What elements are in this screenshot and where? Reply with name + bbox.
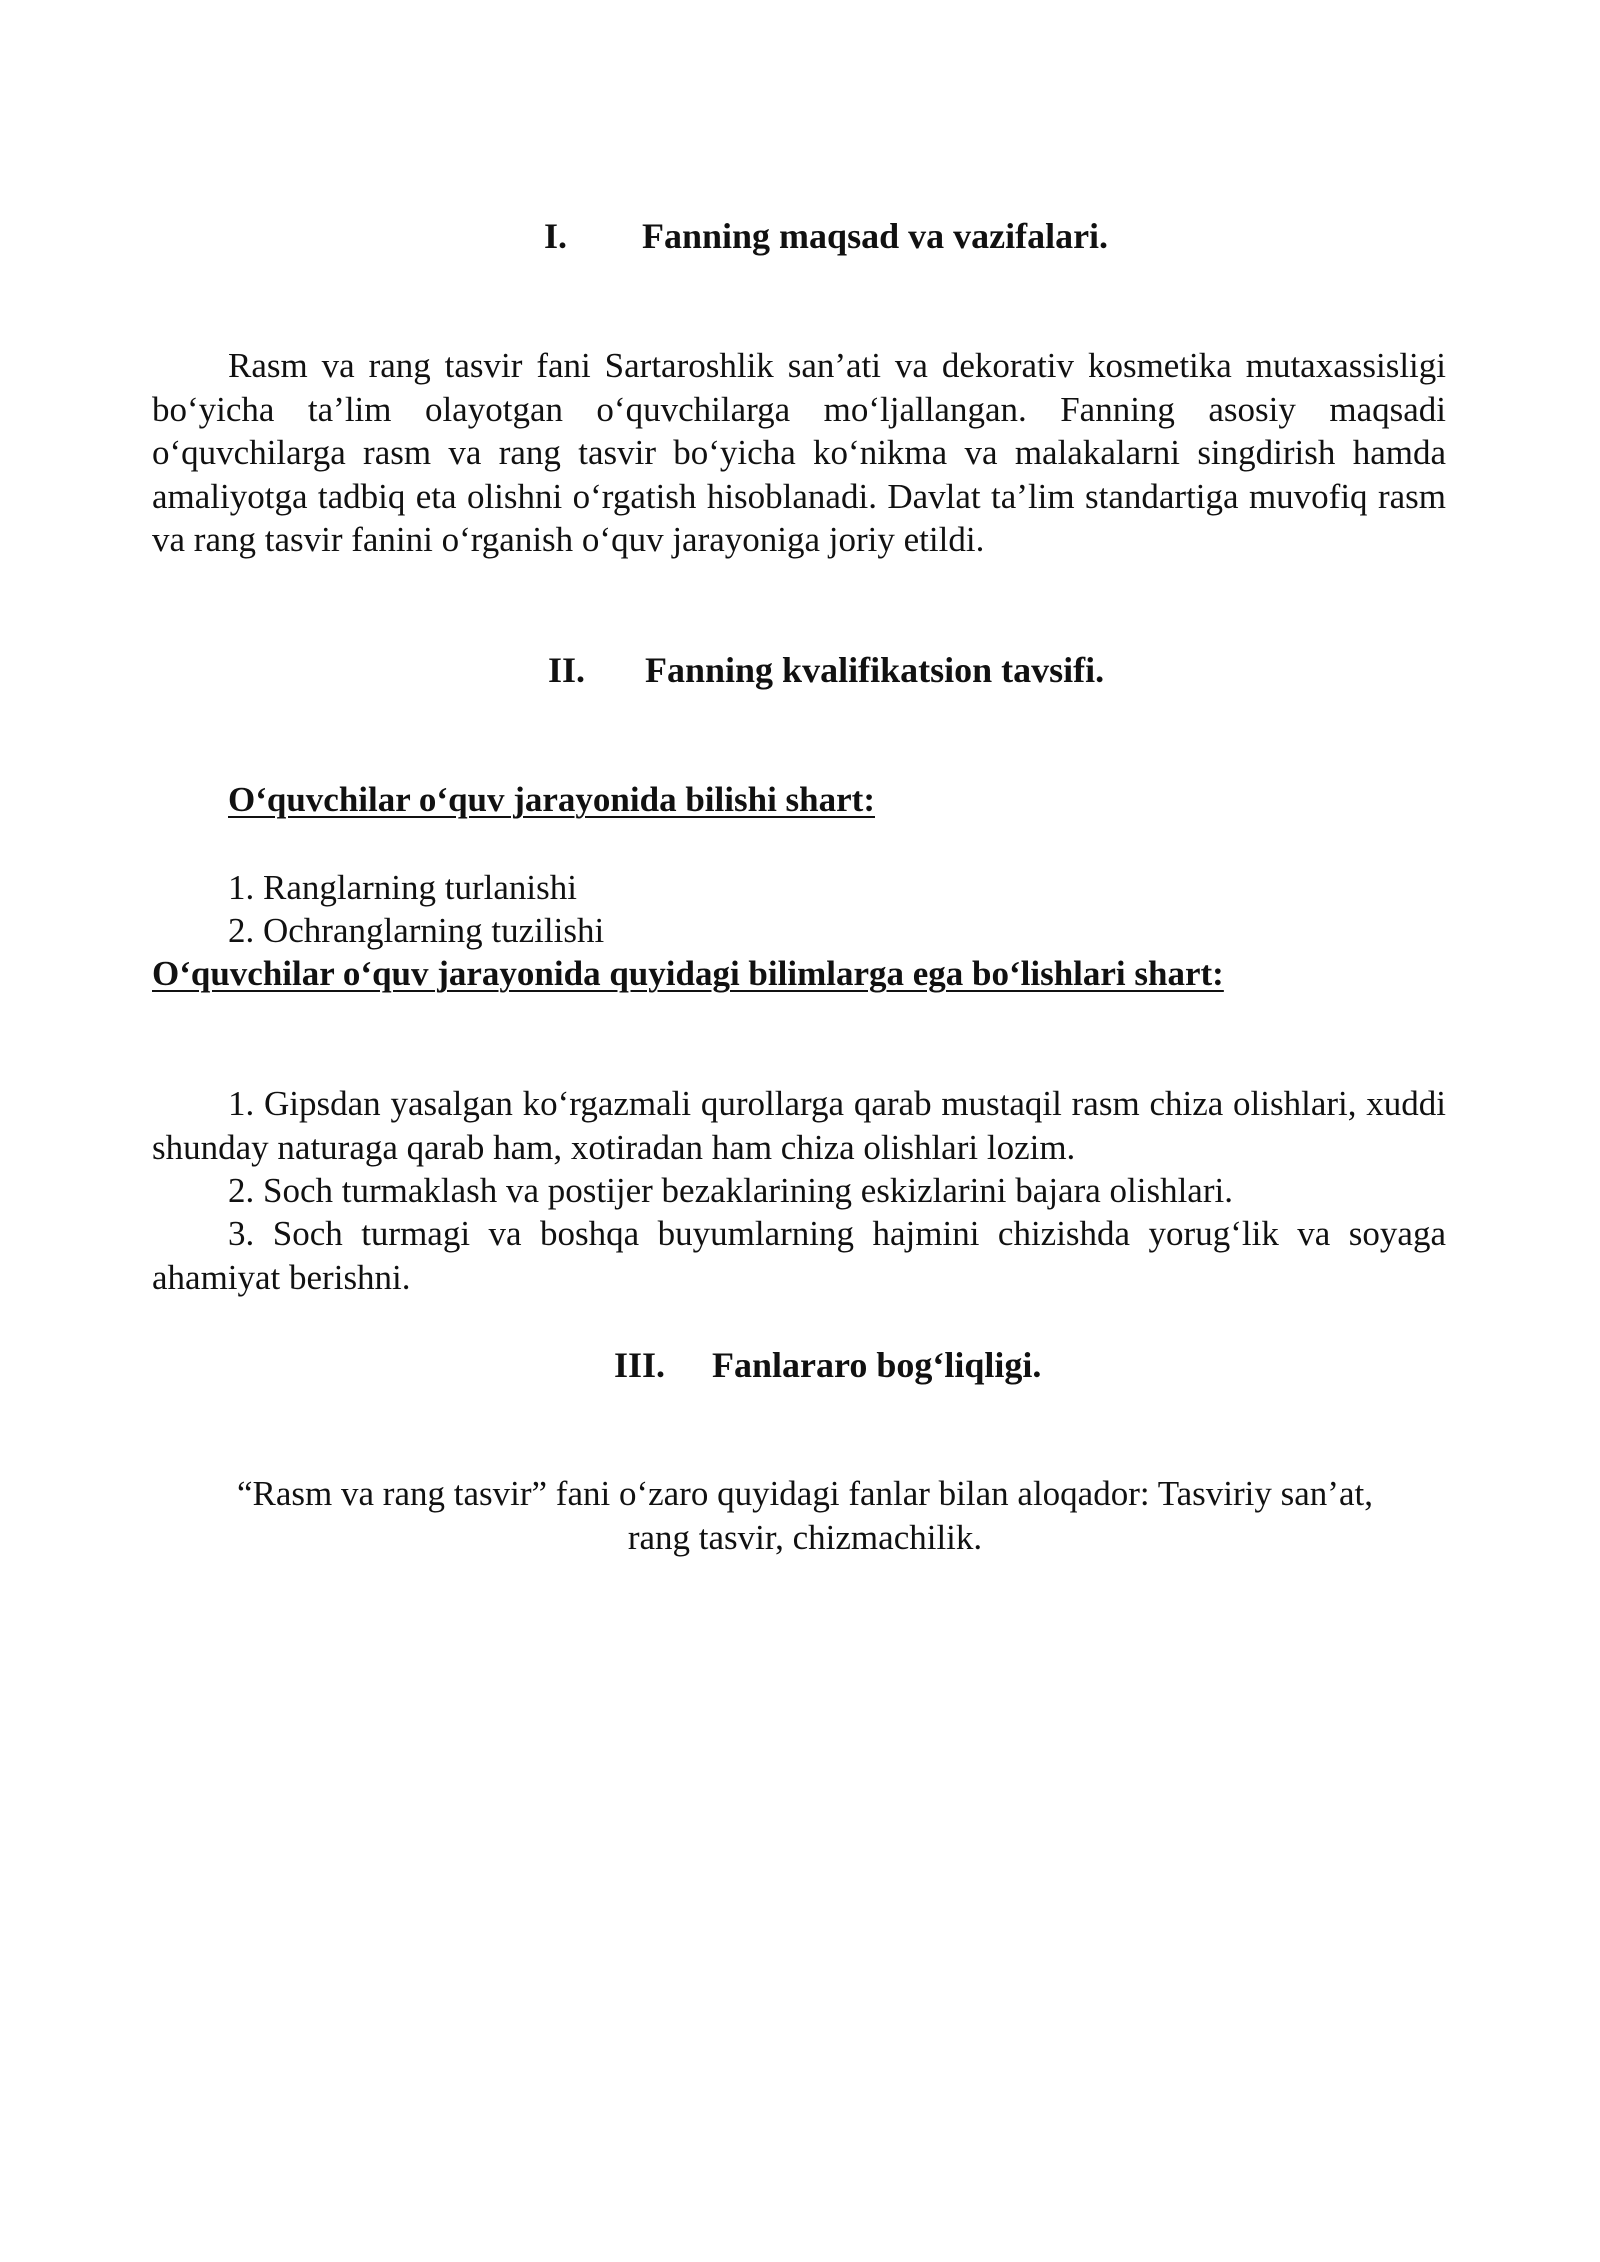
list-item: 2. Ochranglarning tuzilishi: [228, 911, 605, 950]
list-item: 2. Soch turmaklash va postijer bezaklarining eskizlarini bajara olishlari.: [228, 1171, 1233, 1210]
section-3-number: III.: [614, 1345, 666, 1385]
section-3-paragraph: “Rasm va rang tasvir” fani o‘zaro quyidagi fanlar bilan aloqador: Tasviriy san’at, rang tasvir, chizmachilik.: [237, 1474, 1373, 1557]
section-3-title: Fanlararo bog‘liqligi.: [712, 1345, 1042, 1385]
list-item: 1. Gipsdan yasalgan ko‘rgazmali qurollarga qarab mustaqil rasm chiza olishlari, xuddi shunday naturaga qarab ham, xotiradan ham chiza olishlari lozim.: [152, 1084, 1446, 1167]
skills-heading: O‘quvchilar o‘quv jarayonida quyidagi bilimlarga ega bo‘lishlari shart:: [152, 954, 1224, 993]
section-2-number: II.: [548, 650, 586, 690]
know-heading: O‘quvchilar o‘quv jarayonida bilishi shart:: [228, 780, 875, 819]
list-item: 1. Ranglarning turlanishi: [228, 868, 577, 907]
section-1-number: I.: [544, 216, 568, 256]
section-2-title: Fanning kvalifikatsion tavsifi.: [645, 650, 1105, 690]
section-1-title: Fanning maqsad va vazifalari.: [642, 216, 1109, 256]
section-1-paragraph: Rasm va rang tasvir fani Sartaroshlik san’ati va dekorativ kosmetika mutaxassisligi bo‘yicha ta’lim olayotgan o‘quvchilarga mo‘ljallangan. Fanning asosiy maqsadi o‘quvchilarga rasm va rang tasvir bo‘yicha ko‘nikma va malakalarni singdirish hamda amaliyotga tadbiq eta olishni o‘rgatish hisoblanadi. Davlat ta’lim standartiga muvofiq rasm va rang tasvir fanini o‘rganish o‘quv jarayoniga joriy etildi.: [152, 346, 1446, 559]
list-item: 3. Soch turmagi va boshqa buyumlarning hajmini chizishda yorug‘lik va soyaga ahamiyat berishni.: [152, 1214, 1446, 1297]
